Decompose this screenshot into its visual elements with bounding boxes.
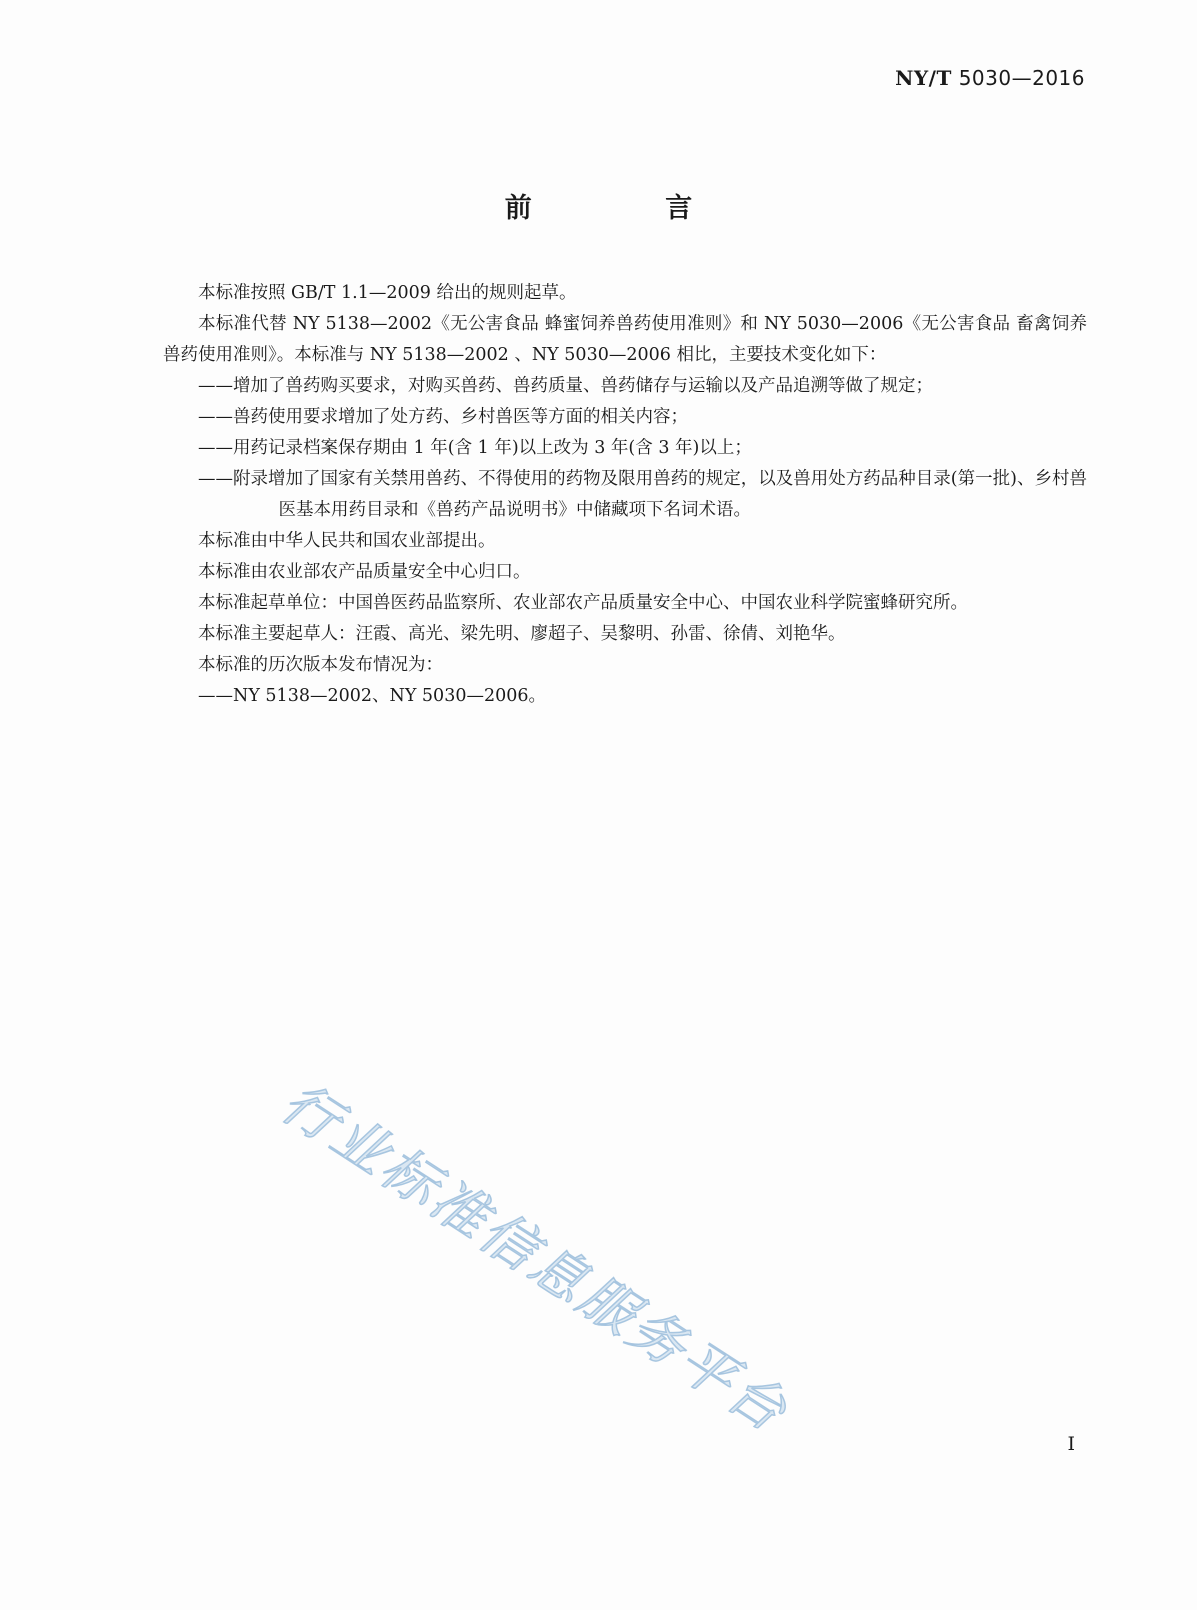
paragraph-proposer: 本标准由中华人民共和国农业部提出。 xyxy=(198,531,496,551)
change-item-usage: ——兽药使用要求增加了处方药、乡村兽医等方面的相关内容； xyxy=(198,407,688,427)
change-item-purchase: ——增加了兽药购买要求，对购买兽药、兽药质量、兽药储存与运输以及产品追溯等做了规定； xyxy=(198,376,933,396)
change-item-appendix: ——附录增加了国家有关禁用兽药、不得使用的药物及限用兽药的规定，以及兽用处方药品种目录(第一批)、乡村兽医基本用药目录和《兽药产品说明书》中储藏项下名词术语。 xyxy=(198,469,1087,520)
foreword-body xyxy=(163,278,1087,712)
standard-code-prefix: NY/T xyxy=(895,66,952,90)
standard-code xyxy=(895,66,1085,90)
page-title: 前 言 xyxy=(504,193,755,224)
paragraph-history-versions: ——NY 5138—2002、NY 5030—2006。 xyxy=(198,686,547,706)
paragraph-centralized: 本标准由农业部农产品质量安全中心归口。 xyxy=(198,562,531,582)
paragraph-drafting-rules: 本标准按照 GB/T 1.1—2009 给出的规则起草。 xyxy=(198,283,577,303)
watermark: 行业标准信息服务平台 xyxy=(270,1070,801,1446)
page-number: I xyxy=(1067,1433,1075,1455)
standard-code-number: 5030—2016 xyxy=(958,66,1085,90)
paragraph-history-intro: 本标准的历次版本发布情况为： xyxy=(198,655,443,675)
change-item-records: ——用药记录档案保存期由 1 年(含 1 年)以上改为 3 年(含 3 年)以上； xyxy=(198,438,752,458)
paragraph-drafters: 本标准主要起草人：汪霞、高光、梁先明、廖超子、吴黎明、孙雷、徐倩、刘艳华。 xyxy=(198,624,846,644)
paragraph-drafting-units: 本标准起草单位：中国兽医药品监察所、农业部农产品质量安全中心、中国农业科学院蜜蜂研究所。 xyxy=(198,593,968,613)
paragraph-replaces: 本标准代替 NY 5138—2002《无公害食品 蜂蜜饲养兽药使用准则》和 NY 5030—2006《无公害食品 畜禽饲养兽药使用准则》。本标准与 NY 5138—2002 、NY 5030—2006 相比，主要技术变化如下： xyxy=(163,314,1087,365)
